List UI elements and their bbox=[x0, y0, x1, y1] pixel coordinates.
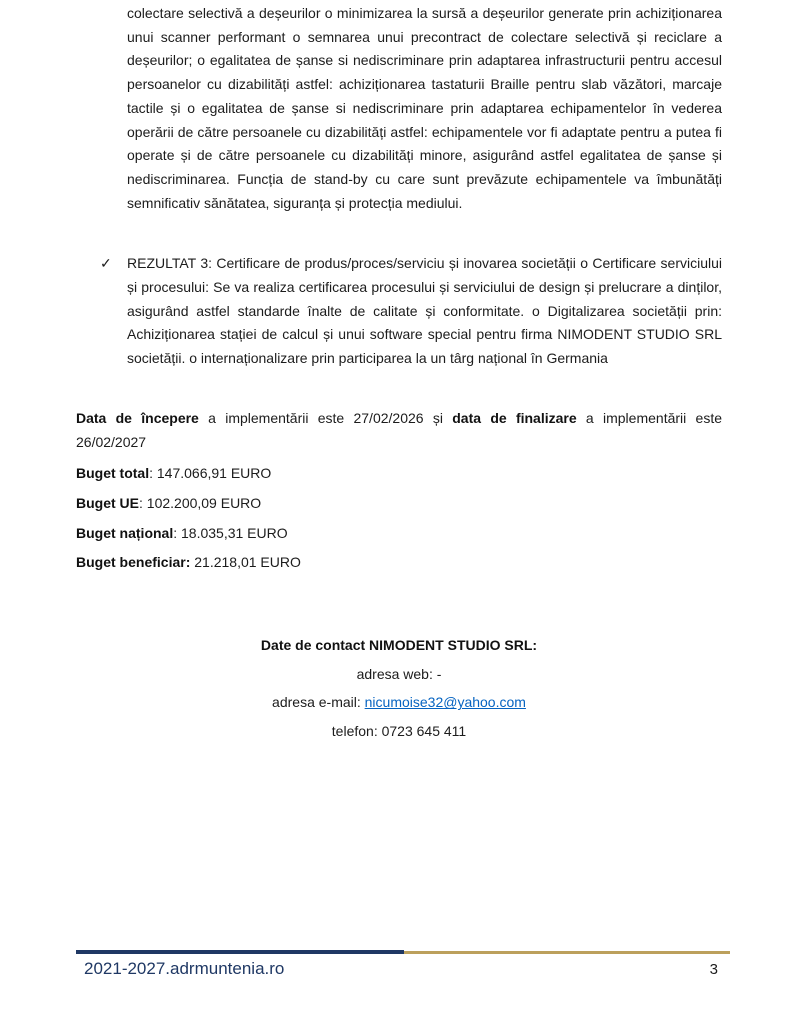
footer-divider-gold-segment bbox=[404, 951, 730, 954]
bullet-text-rezultat-3: REZULTAT 3: Certificare de produs/proces/serviciu și inovarea societății o Certificare serviciului și procesului: Se va realiza certificarea procesului și serviciului de design și prelucrare a dinților, asigurând astfel standarde înalte de calitate și conformitate. o Digitalizarea societății prin: Achiziționarea stației de calcul și unui software special pentru firma NIMODENT STUDIO SRL societății. o internaționalizare prin participarea la un târg național în Germania bbox=[127, 255, 722, 367]
footer-row bbox=[76, 959, 730, 979]
footer-divider bbox=[76, 950, 730, 954]
bullet-item-rezultat-3 bbox=[76, 252, 722, 371]
budget-beneficiar-label: Buget beneficiar: bbox=[76, 554, 191, 571]
budget-ue-value: : 102.200,09 EURO bbox=[139, 494, 262, 511]
paragraph-continuation: colectare selectivă a deșeurilor o minimizarea la sursă a deșeurilor generate prin achiziționarea unui scanner performant o semnarea unui precontract de colectare selectivă și reciclare a deșeurilor; o egalitatea de șanse si nediscriminare prin adaptarea infrastructurii pentru accesul persoanelor cu dizabilități astfel: achiziționarea tastaturii Braille pentru slab văzători, marcaje tactile și o egalitatea de șanse si nediscriminare prin adaptarea echipamentelor în vederea operării de către persoanele cu dizabilități astfel: echipamentele vor fi adaptate pentru a putea fi operate și de către persoanele cu dizabilități minore, asigurând astfel egalitatea de șanse și nediscriminarea. Funcția de stand-by cu care sunt prevăzute echipamentele va îmbunătăți semnificativ sănătatea, siguranța și protecția mediului. bbox=[127, 5, 722, 211]
page-footer bbox=[76, 950, 730, 979]
budget-national-label: Buget național bbox=[76, 524, 174, 541]
contact-email-label: adresa e-mail: bbox=[272, 694, 365, 711]
budget-section bbox=[76, 462, 722, 575]
budget-national-line bbox=[76, 522, 722, 546]
budget-total-line bbox=[76, 462, 722, 486]
contact-title: Date de contact NIMODENT STUDIO SRL: bbox=[260, 637, 538, 654]
dates-text-end: a implementării este 26/02/2027 bbox=[76, 409, 722, 450]
start-date-label: Data de începere bbox=[76, 409, 199, 426]
budget-ue-line bbox=[76, 492, 722, 516]
dates-paragraph bbox=[76, 407, 722, 454]
footer-site-link[interactable]: 2021-2027.adrmuntenia.ro bbox=[84, 959, 285, 978]
budget-beneficiar-value: 21.218,01 EURO bbox=[190, 554, 301, 571]
budget-national-value: : 18.035,31 EURO bbox=[173, 524, 288, 541]
budget-beneficiar-line bbox=[76, 551, 722, 575]
email-link[interactable]: nicumoise32@yahoo.com bbox=[364, 694, 526, 711]
dates-text-middle: a implementării este 27/02/2026 și bbox=[198, 409, 453, 426]
end-date-label: data de finalizare bbox=[452, 409, 577, 426]
contact-phone-line: telefon: 0723 645 411 bbox=[331, 723, 467, 740]
budget-total-value: : 147.066,91 EURO bbox=[149, 465, 272, 482]
checkmark-icon: ✓ bbox=[100, 255, 112, 272]
page-number: 3 bbox=[709, 961, 718, 978]
budget-total-label: Buget total bbox=[76, 465, 150, 482]
contact-web-line: adresa web: - bbox=[356, 665, 442, 682]
document-content bbox=[76, 0, 722, 744]
contact-email-line bbox=[76, 691, 722, 715]
footer-divider-navy-segment bbox=[76, 950, 404, 954]
budget-ue-label: Buget UE bbox=[76, 494, 139, 511]
contact-section bbox=[76, 634, 722, 744]
